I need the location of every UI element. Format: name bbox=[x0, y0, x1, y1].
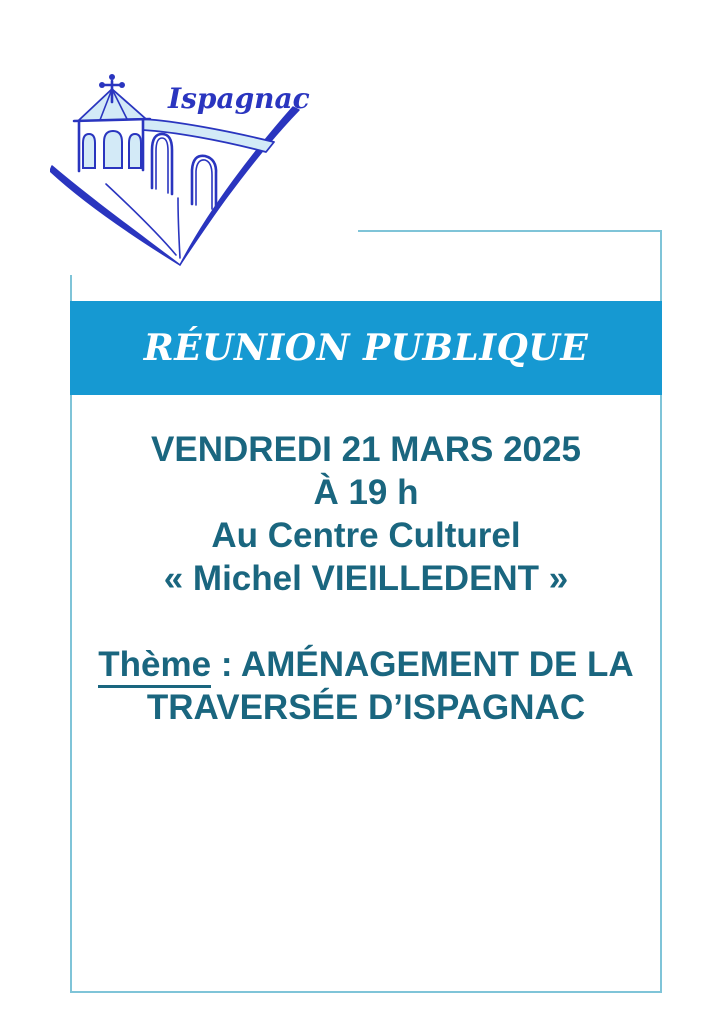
blank-line bbox=[70, 600, 662, 643]
event-venue: Au Centre Culturel bbox=[211, 516, 521, 555]
commune-logo bbox=[50, 58, 330, 273]
theme-line-2: TRAVERSÉE D’ISPAGNAC bbox=[146, 688, 586, 727]
event-date: VENDREDI 21 MARS 2025 bbox=[151, 430, 581, 469]
theme-separator: : bbox=[211, 645, 241, 684]
theme-label: Thème bbox=[98, 645, 211, 688]
event-details bbox=[70, 428, 662, 729]
event-venue-name: « Michel VIEILLEDENT » bbox=[163, 559, 569, 598]
frame-bottom-border bbox=[70, 991, 662, 993]
logo-wordmark: Ispagnac bbox=[168, 82, 310, 115]
top-right-rule bbox=[358, 230, 661, 232]
theme-text-1: AMÉNAGEMENT DE LA bbox=[240, 645, 634, 684]
event-time: À 19 h bbox=[313, 473, 419, 512]
banner-title: RÉUNION PUBLIQUE bbox=[143, 327, 589, 369]
banner bbox=[70, 301, 662, 395]
theme-line-1 bbox=[70, 643, 662, 686]
